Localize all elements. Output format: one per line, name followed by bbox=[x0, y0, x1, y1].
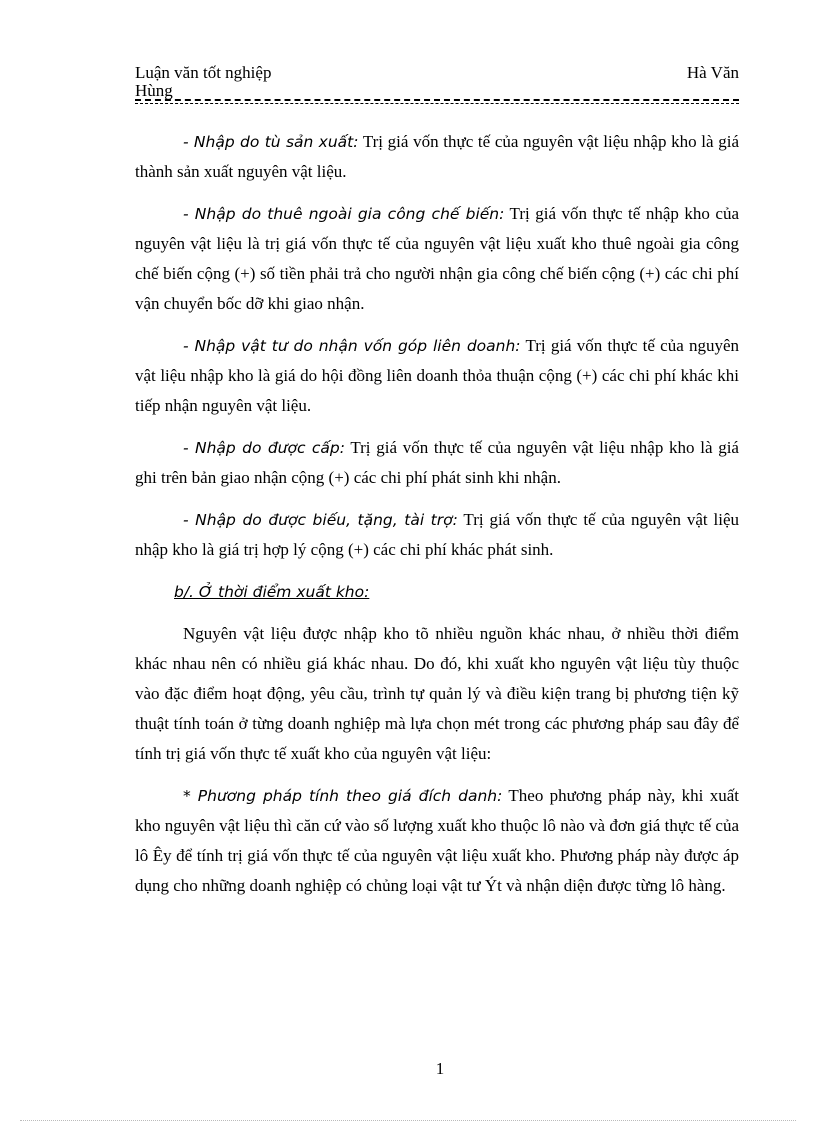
document-body bbox=[135, 127, 739, 901]
paragraph-text: Trị giá vốn thực tế nhập kho của nguyên vật liệu là trị giá vốn thực tế của nguyên vật liệu xuất kho thuê ngoài gia công chế biến cộng (+) số tiền phải trả cho người nhận gia công chế biến cộng (+) các chi phí vận chuyển bốc dỡ khi giao nhận. bbox=[135, 204, 739, 313]
paragraph-lead: - Nhập do được cấp: bbox=[183, 439, 345, 457]
paragraph-export-intro: Nguyên vật liệu được nhập kho tõ nhiều nguồn khác nhau, ở nhiều thời điểm khác nhau nên có nhiều giá khác nhau. Do đó, khi xuất kho nguyên vật liệu tùy thuộc vào đặc điểm hoạt động, yêu cầu, trình tự quản lý và điều kiện trang bị phương tiện kỹ thuật tính toán ở từng doanh nghiệp mà lựa chọn mét trong các phương pháp sau đây để tính trị giá vốn thực tế xuất kho của nguyên vật liệu: bbox=[135, 624, 739, 763]
header-divider bbox=[135, 99, 739, 101]
paragraph-text: Trị giá vốn thực tế của nguyên vật liệu nhập kho là giá do hội đồng liên doanh thỏa thuận cộng (+) các chi phí khác khi tiếp nhận nguyên vật liệu. bbox=[135, 336, 740, 415]
paragraph-donated bbox=[135, 505, 739, 565]
header-divider-thin bbox=[135, 103, 739, 104]
paragraph-text: Trị giá vốn thực tế của nguyên vật liệu nhập kho là giá thành sản xuất nguyên vật liệu. bbox=[135, 132, 739, 181]
header-author-wrap: Hùng bbox=[135, 81, 173, 100]
paragraph-lead: - Nhập do tù sản xuất: bbox=[183, 133, 359, 151]
paragraph-allocated bbox=[135, 433, 739, 493]
paragraph-self-produced bbox=[135, 127, 739, 187]
header-author: Hà Văn bbox=[686, 63, 739, 82]
paragraph-lead: - Nhập vật tư do nhận vốn góp liên doanh: bbox=[183, 337, 521, 355]
page-bottom-border bbox=[20, 1120, 796, 1121]
paragraph-lead: - Nhập do thuê ngoài gia công chế biến: bbox=[183, 205, 505, 223]
page-number: 1 bbox=[435, 1059, 445, 1078]
paragraph-outsourced bbox=[135, 199, 739, 319]
paragraph-lead: - Nhập do được biếu, tặng, tài trợ: bbox=[183, 511, 458, 529]
paragraph-lead: * Phương pháp tính theo giá đích danh: bbox=[183, 787, 503, 805]
section-heading bbox=[135, 577, 739, 607]
header-title: Luận văn tốt nghiệp bbox=[135, 63, 272, 82]
paragraph-text: Trị giá vốn thực tế của nguyên vật liệu nhập kho là giá trị hợp lý cộng (+) các chi phí khác phát sinh. bbox=[135, 510, 739, 559]
paragraph-specific-identification bbox=[135, 781, 739, 901]
paragraph-capital-contribution bbox=[135, 331, 739, 421]
paragraph-text: Trị giá vốn thực tế của nguyên vật liệu nhập kho là giá ghi trên bản giao nhận cộng (+) các chi phí phát sinh khi nhận. bbox=[135, 438, 739, 487]
section-heading-text: b/. Ở thời điểm xuất kho: bbox=[174, 583, 370, 601]
paragraph-text: Theo phương pháp này, khi xuất kho nguyên vật liệu thì căn cứ vào số lượng xuất kho thuộc lô nào và đơn giá thực tế của lô Êy để tính trị giá vốn thực tế của nguyên vật liệu xuất kho. Phương pháp này được áp dụng cho những doanh nghiệp có chủng loại vật tư Ýt và nhận diện được từng lô hàng. bbox=[135, 786, 739, 895]
